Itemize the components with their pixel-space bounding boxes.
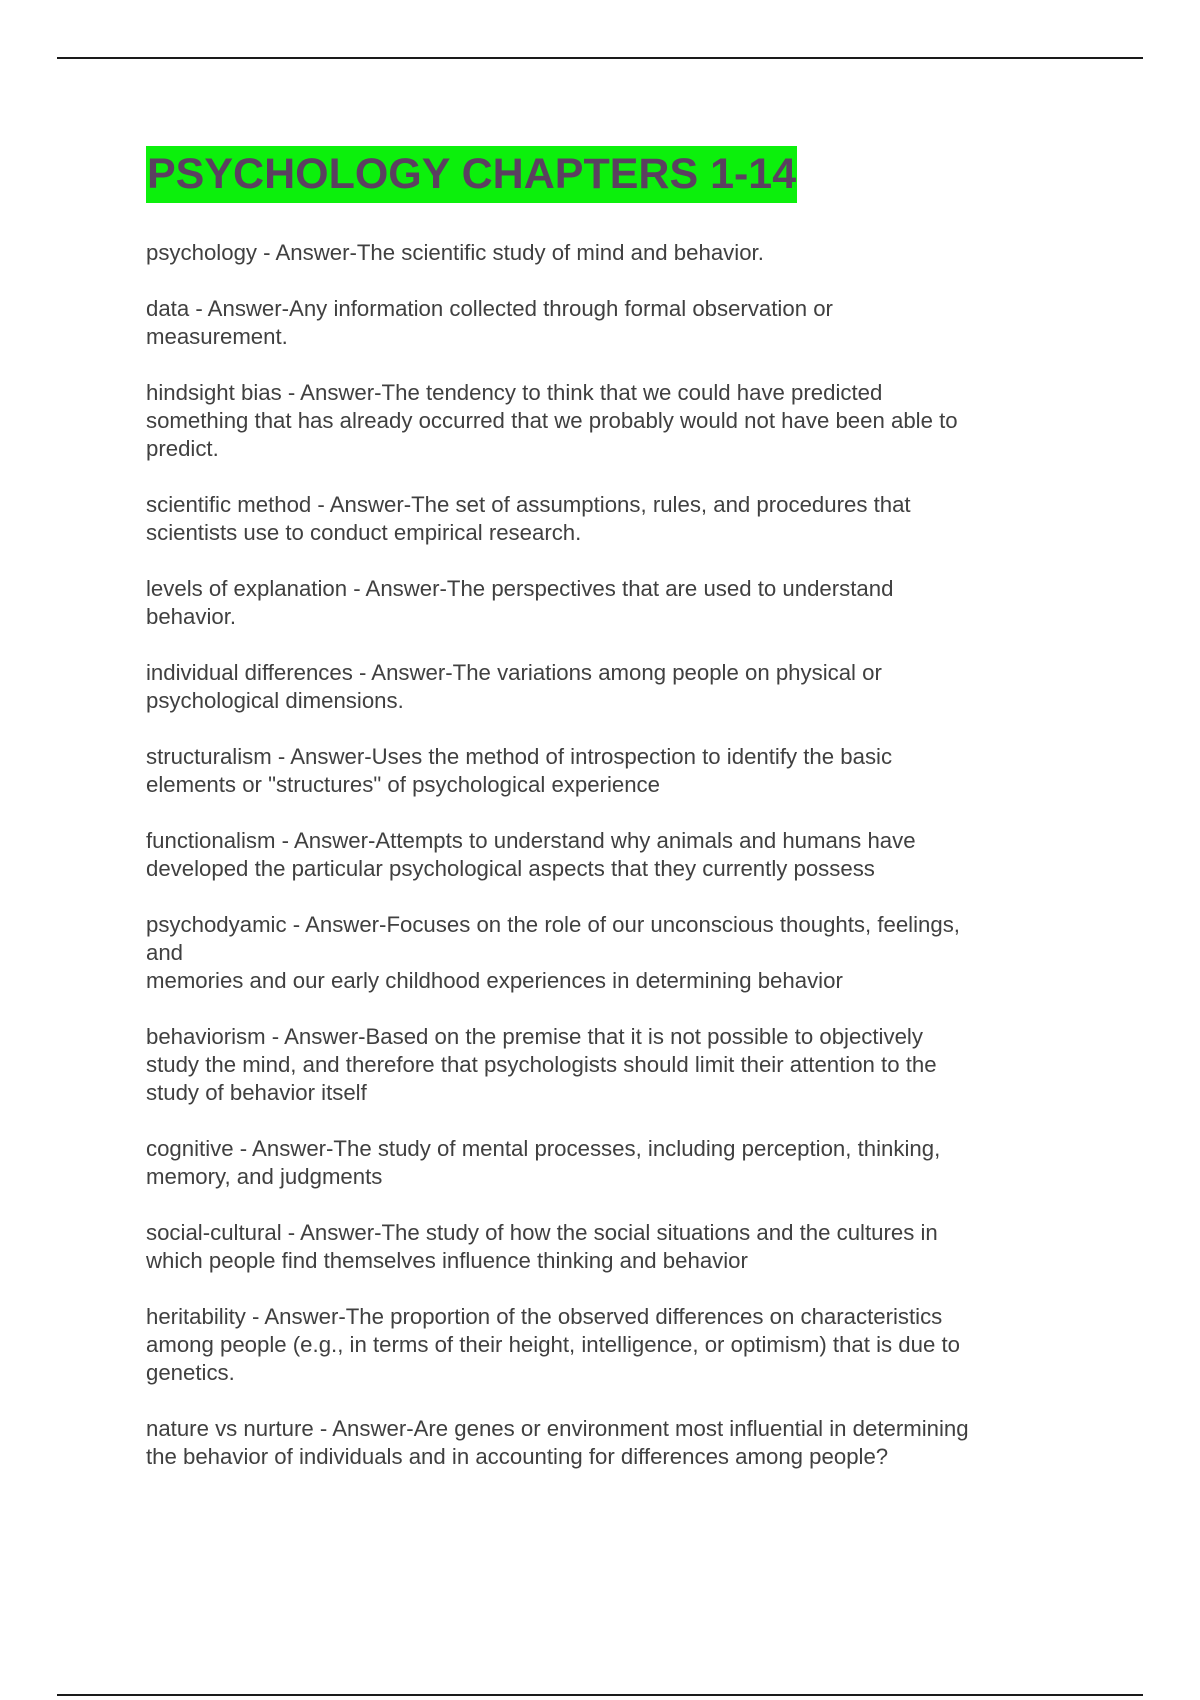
entry-psychodyamic: psychodyamic - Answer-Focuses on the role of our unconscious thoughts, feelings, and memories and our early childhood experiences in determining behavior [146,912,960,993]
entry-cognitive: cognitive - Answer-The study of mental processes, including perception, thinking, memory, and judgments [146,1136,941,1189]
entry-data: data - Answer-Any information collected through formal observation or measurement. [146,296,833,349]
bottom-rule [57,1694,1143,1696]
entry-list [146,239,1051,1471]
document-title: PSYCHOLOGY CHAPTERS 1-14 [146,146,797,203]
entry-individual-differences: individual differences - Answer-The variations among people on physical or psychological dimensions. [146,660,882,713]
entry-heritability: heritability - Answer-The proportion of the observed differences on characteristics among people (e.g., in terms of their height, intelligence, or optimism) that is due to genetics. [146,1304,960,1385]
entry-behaviorism: behaviorism - Answer-Based on the premise that it is not possible to objectively study the mind, and therefore that psychologists should limit their attention to the study of behavior itself [146,1024,937,1105]
entry-functionalism: functionalism - Answer-Attempts to understand why animals and humans have developed the particular psychological aspects that they currently possess [146,828,916,881]
top-rule [57,57,1143,59]
entry-scientific-method: scientific method - Answer-The set of assumptions, rules, and procedures that scientists use to conduct empirical research. [146,492,911,545]
entry-levels-of-explanation: levels of explanation - Answer-The perspectives that are used to understand behavior. [146,576,894,629]
entry-psychology: psychology - Answer-The scientific study of mind and behavior. [146,240,764,265]
entry-structuralism: structuralism - Answer-Uses the method of introspection to identify the basic elements or "structures" of psychological experience [146,744,893,797]
entry-social-cultural: social-cultural - Answer-The study of how the social situations and the cultures in which people find themselves influence thinking and behavior [146,1220,938,1273]
entry-hindsight-bias: hindsight bias - Answer-The tendency to think that we could have predicted something that has already occurred that we probably would not have been able to predict. [146,380,958,461]
document-page [146,146,1051,1499]
entry-nature-vs-nurture: nature vs nurture - Answer-Are genes or environment most influential in determining the behavior of individuals and in accounting for differences among people? [146,1416,969,1469]
